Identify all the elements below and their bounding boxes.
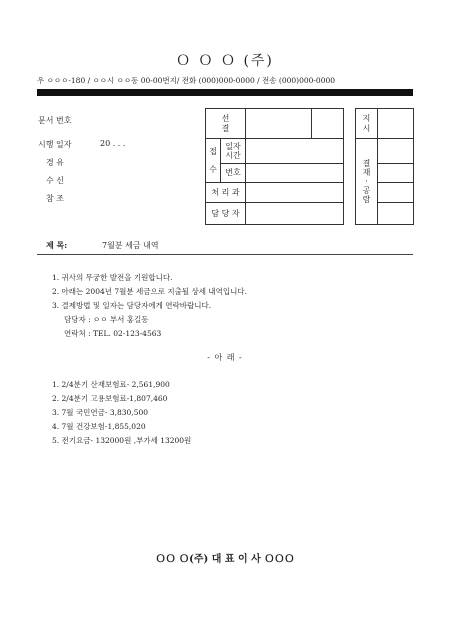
header-divider [37,89,413,96]
recipient-label: 수 신 [46,176,64,185]
gyeoljae-box-3 [378,183,414,203]
detail-item-3: 3. 7월 국민연금- 3,830,500 [52,408,149,417]
cheorigwa-label: 처 리 과 [211,187,240,197]
seongyeol-cell [206,109,246,139]
table-gap [344,203,356,225]
beonho-label: 번호 [225,168,241,178]
body-line-2: 2. 아래는 2004년 7월분 세금으로 지출될 상세 내역입니다. [52,287,247,296]
document-title: Ｏ Ｏ Ｏ (주) [176,53,274,69]
jeop-label: 접 [209,146,217,156]
gyeoljae-box-4 [378,203,414,225]
damdangja-label: 담 당 자 [211,208,240,218]
subject-value: 7월분 세금 내역 [102,241,159,250]
detail-item-1: 1. 2/4분기 산재보험료- 2,561,900 [52,380,170,389]
beonho-box [246,164,344,183]
gyeoljae-cell [356,139,378,225]
ilja-sigan-label: 일자 시간 [225,141,241,160]
jisi-cell [356,109,378,139]
via-label: 경 유 [46,158,64,167]
body-line-3: 3. 결제방법 및 일자는 담당자에게 연락바랍니다. [52,301,212,310]
detail-item-4: 4. 7월 건강보험-1,855,020 [52,422,146,431]
subject-divider [37,254,413,255]
damdangja-box [246,203,344,225]
detail-item-5: 5. 전기요금- 132000원 ,부가세 13200원 [52,436,192,445]
approval-table [205,108,414,225]
body-line-1: 1. 귀사의 무궁한 발전을 기원합니다. [52,273,173,282]
gyeoljae-label: 결재·공람 [362,158,371,205]
ilja-sigan-box [246,139,344,164]
contact-phone: 연락처 : TEL. 02-123-4563 [64,329,162,338]
su-label: 수 [209,165,217,175]
ceo-signature: ＯＯ Ｏ(주) 대 표 이 사 ＯＯＯ [155,554,295,565]
damdangja-cell [206,203,246,225]
contact-person: 담당자 : ㅇㅇ 부서 홍길동 [64,315,149,324]
ilja-sigan-cell [221,139,246,164]
company-address: 우 ㅇㅇㅇ-180 / ㅇㅇ시 ㅇㅇ동 00-00번지/ 전화 (000)000-0000 / 전송 (000)000-0000 [37,76,336,85]
issue-date-label: 시행 일자 [38,140,72,149]
table-gap [344,109,356,139]
table-gap [344,139,356,164]
detail-heading: - 아 래 - [207,353,243,362]
beonho-cell [221,164,246,183]
issue-date-value: 20 . . . [100,139,126,148]
subject-label: 제 목: [46,240,68,250]
seongyeol-box-b [312,109,344,139]
detail-item-2: 2. 2/4분기 고용보험료-1,807,460 [52,394,168,403]
seongyeol-label: 선결 [221,114,230,133]
cheorigwa-box [246,183,344,203]
seongyeol-box-a [246,109,312,139]
doc-number-label: 문서 번호 [38,116,72,125]
jeopsu-cell [206,139,221,183]
jisi-box [378,109,414,139]
cheorigwa-cell [206,183,246,203]
jisi-label: 지시 [362,114,371,133]
table-gap [344,183,356,203]
gyeoljae-box-1 [378,139,414,164]
reference-label: 참 조 [46,194,64,203]
gyeoljae-box-2 [378,164,414,183]
table-gap [344,164,356,183]
